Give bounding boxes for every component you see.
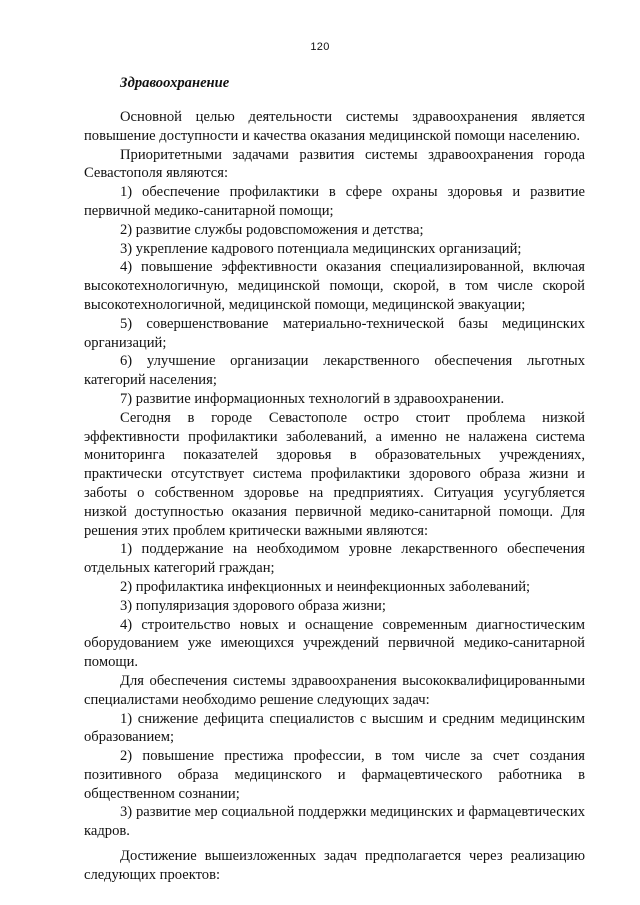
priorities-list xyxy=(84,183,585,409)
priority-item-3: 3) укрепление кадрового потенциала медицинских организаций; xyxy=(120,240,522,257)
intro-paragraph: Основной целью деятельности системы здравоохранения является повышение доступности и качества оказания медицинской помощи населению. xyxy=(84,109,585,144)
priority-item-7: 7) развитие информационных технологий в здравоохранении. xyxy=(120,390,505,407)
priority-item-5: 5) совершенствование материально-технической базы медицинских организаций; xyxy=(84,315,585,351)
staff-task-item-3: 3) развитие мер социальной поддержки медицинских и фармацевтических кадров. xyxy=(84,804,585,840)
priority-item-2: 2) развитие службы родовспоможения и детства; xyxy=(120,221,424,238)
priorities-intro-paragraph: Приоритетными задачами развития системы здравоохранения города Севастополя являются: xyxy=(84,146,585,182)
solutions-list xyxy=(84,540,585,672)
priority-item-1: 1) обеспечение профилактики в сфере охраны здоровья и развитие первичной медико-санитарной помощи; xyxy=(84,184,585,219)
page-number: 120 xyxy=(310,41,330,53)
solution-item-3: 3) популяризация здорового образа жизни; xyxy=(120,597,386,614)
staff-task-item-2: 2) повышение престижа профессии, в том числе за счет создания позитивного образа медицинского и фармацевтического работника в общественном сознании; xyxy=(84,748,585,802)
problem-paragraph: Сегодня в городе Севастополе остро стоит проблема низкой эффективности профилактики заболеваний, а именно не налажена система мониторинга показателей здоровья в образовательных учреждениях, практически отсутствует система профилактики здорового образа жизни и заботы о собственном здоровье на предприятиях. Ситуация усугубляется низкой доступностью оказания первичной медико-санитарной помощи. Для решения этих проблем критически важными являются: xyxy=(84,409,585,539)
staff-intro-paragraph: Для обеспечения системы здравоохранения высококвалифицированными специалистами необходимо решение следующих задач: xyxy=(84,672,585,708)
document-content xyxy=(84,74,585,885)
solution-item-1: 1) поддержание на необходимом уровне лекарственного обеспечения отдельных категорий граждан; xyxy=(84,541,585,577)
priority-item-6: 6) улучшение организации лекарственного обеспечения льготных категорий населения; xyxy=(84,353,585,389)
section-title: Здравоохранение xyxy=(120,75,230,91)
solution-item-2: 2) профилактика инфекционных и неинфекционных заболеваний; xyxy=(120,578,531,595)
staff-tasks-list xyxy=(84,710,585,842)
conclusion-paragraph: Достижение вышеизложенных задач предполагается через реализацию следующих проектов: xyxy=(84,848,585,883)
priority-item-4: 4) повышение эффективности оказания специализированной, включая высокотехнологичную, медицинской помощи, скорой, в том числе скорой высокотехнологичной, медицинской помощи, медицинской эвакуации; xyxy=(84,259,585,313)
solution-item-4: 4) строительство новых и оснащение современным диагностическим оборудованием уже имеющихся учреждений первичной медико-санитарной помощи. xyxy=(84,616,585,671)
staff-task-item-1: 1) снижение дефицита специалистов с высшим и средним медицинским образованием; xyxy=(84,710,585,746)
